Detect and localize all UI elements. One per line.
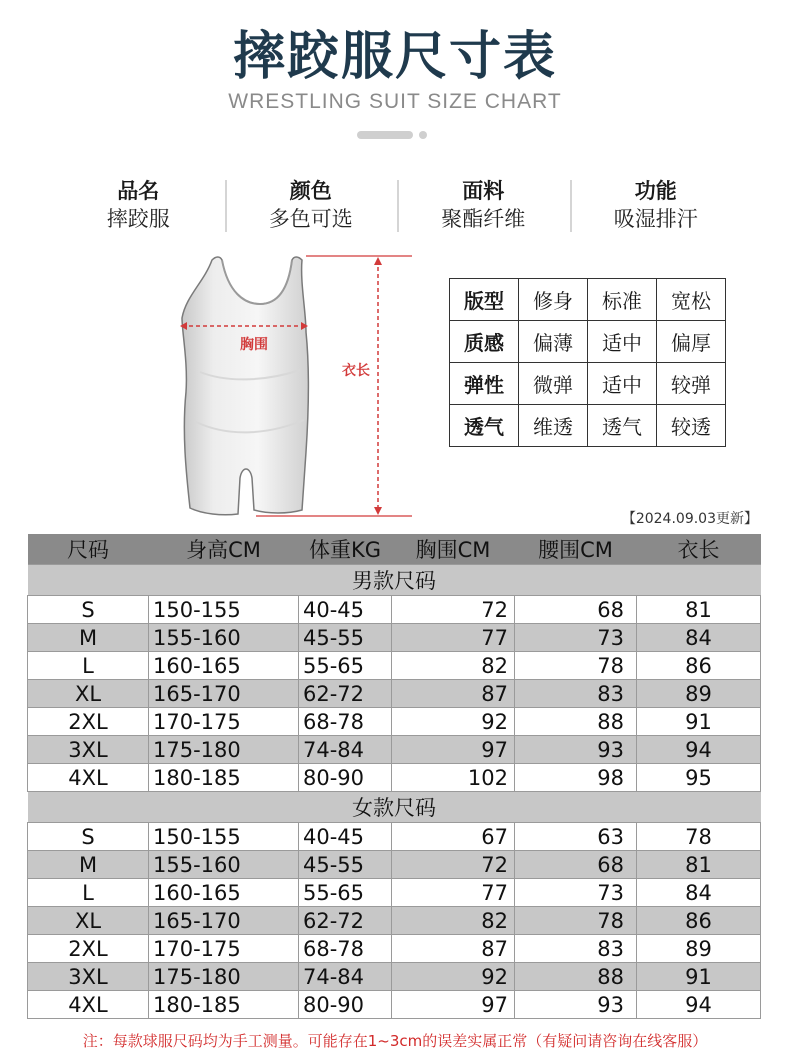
table-cell: 84: [637, 879, 761, 907]
feature-row: [450, 279, 726, 321]
table-cell: 81: [637, 851, 761, 879]
table-row: [28, 851, 761, 879]
table-cell: 55-65: [299, 879, 392, 907]
table-cell: 93: [515, 991, 637, 1019]
table-cell: 81: [637, 596, 761, 624]
section-row-men: [28, 565, 761, 596]
table-cell: 175-180: [149, 736, 299, 764]
column-header: 体重KG: [299, 534, 392, 565]
table-row: [28, 907, 761, 935]
table-cell: 68-78: [299, 935, 392, 963]
chest-label: 胸围: [240, 337, 268, 353]
arrow-up-icon: [374, 257, 382, 265]
table-row: [28, 680, 761, 708]
table-cell: 68: [515, 596, 637, 624]
column-header: 胸围CM: [392, 534, 515, 565]
table-cell: 2XL: [28, 935, 149, 963]
spec-label: 功能: [634, 179, 677, 203]
size-table-body: [28, 565, 761, 1019]
indicator-bar: [357, 131, 413, 139]
table-cell: 165-170: [149, 680, 299, 708]
indicator-dot: [419, 131, 427, 139]
table-cell: 83: [515, 935, 637, 963]
table-cell: M: [28, 851, 149, 879]
feature-row: [450, 405, 726, 447]
table-cell: 2XL: [28, 708, 149, 736]
table-cell: 87: [392, 680, 515, 708]
table-cell: 155-160: [149, 624, 299, 652]
table-cell: XL: [28, 907, 149, 935]
table-cell: 88: [515, 708, 637, 736]
table-cell: 40-45: [299, 596, 392, 624]
feature-name: 版型: [450, 279, 519, 321]
table-cell: 3XL: [28, 963, 149, 991]
table-cell: S: [28, 823, 149, 851]
table-row: [28, 823, 761, 851]
table-cell: 84: [637, 624, 761, 652]
table-cell: 78: [515, 907, 637, 935]
table-cell: 78: [637, 823, 761, 851]
size-table: [27, 534, 761, 1019]
table-cell: 73: [515, 624, 637, 652]
column-header: 身高CM: [149, 534, 299, 565]
feature-option: 偏厚: [657, 321, 726, 363]
feature-option: 修身: [519, 279, 588, 321]
table-cell: 72: [392, 851, 515, 879]
length-label: 衣长: [342, 363, 370, 379]
section-title: 男款尺码: [28, 565, 761, 596]
section-row-women: [28, 792, 761, 823]
table-cell: 94: [637, 991, 761, 1019]
feature-row: [450, 363, 726, 405]
table-cell: 83: [515, 680, 637, 708]
page-subtitle: WRESTLING SUIT SIZE CHART: [228, 90, 562, 113]
table-cell: 95: [637, 764, 761, 792]
table-cell: 97: [392, 736, 515, 764]
page-title: 摔跤服尺寸表: [232, 27, 557, 87]
table-cell: 63: [515, 823, 637, 851]
table-cell: 102: [392, 764, 515, 792]
spec-function: [570, 178, 743, 236]
table-cell: 3XL: [28, 736, 149, 764]
wrestling-suit-illustration: [160, 252, 430, 522]
table-row: [28, 991, 761, 1019]
table-row: [28, 764, 761, 792]
table-cell: L: [28, 879, 149, 907]
table-cell: 92: [392, 708, 515, 736]
feature-option: 维透: [519, 405, 588, 447]
table-cell: 160-165: [149, 652, 299, 680]
table-cell: 175-180: [149, 963, 299, 991]
feature-name: 弹性: [450, 363, 519, 405]
spec-label: 颜色: [289, 179, 332, 203]
table-row: [28, 935, 761, 963]
table-cell: 165-170: [149, 907, 299, 935]
table-cell: 74-84: [299, 736, 392, 764]
fit-features-table: [449, 278, 726, 447]
table-cell: 80-90: [299, 764, 392, 792]
table-cell: 155-160: [149, 851, 299, 879]
table-cell: 80-90: [299, 991, 392, 1019]
table-cell: S: [28, 596, 149, 624]
spec-color: [225, 178, 398, 236]
table-cell: L: [28, 652, 149, 680]
table-cell: 94: [637, 736, 761, 764]
table-cell: 72: [392, 596, 515, 624]
table-row: [28, 879, 761, 907]
table-row: [28, 708, 761, 736]
table-cell: 150-155: [149, 596, 299, 624]
table-cell: 91: [637, 963, 761, 991]
column-header: 衣长: [637, 534, 761, 565]
table-row: [28, 652, 761, 680]
table-cell: 92: [392, 963, 515, 991]
measurement-note: 注：每款球服尺码均为手工测量。可能存在1~3cm的误差实属正常（有疑问请咨询在线客服）: [82, 1032, 708, 1050]
table-row: [28, 736, 761, 764]
table-cell: 97: [392, 991, 515, 1019]
spec-label: 面料: [462, 179, 505, 203]
spec-fabric: [397, 178, 570, 236]
spec-value: 多色可选: [268, 207, 353, 231]
table-cell: M: [28, 624, 149, 652]
table-cell: 67: [392, 823, 515, 851]
suit-body: [182, 257, 308, 515]
table-cell: 98: [515, 764, 637, 792]
table-cell: 93: [515, 736, 637, 764]
table-cell: 78: [515, 652, 637, 680]
table-cell: 55-65: [299, 652, 392, 680]
table-cell: 87: [392, 935, 515, 963]
table-cell: 170-175: [149, 935, 299, 963]
table-cell: 62-72: [299, 680, 392, 708]
table-cell: 88: [515, 963, 637, 991]
section-title: 女款尺码: [28, 792, 761, 823]
table-cell: 82: [392, 907, 515, 935]
table-cell: 45-55: [299, 624, 392, 652]
table-cell: 180-185: [149, 764, 299, 792]
table-cell: 68: [515, 851, 637, 879]
feature-option: 透气: [588, 405, 657, 447]
table-cell: 74-84: [299, 963, 392, 991]
table-row: [28, 624, 761, 652]
product-specs: [52, 178, 742, 236]
spec-value: 吸湿排汗: [613, 207, 698, 231]
table-cell: 86: [637, 907, 761, 935]
feature-name: 质感: [450, 321, 519, 363]
carousel-indicator: [357, 131, 427, 139]
table-cell: 89: [637, 935, 761, 963]
updated-date: 【2024.09.03更新】: [621, 511, 758, 527]
feature-row: [450, 321, 726, 363]
table-row: [28, 596, 761, 624]
table-cell: 170-175: [149, 708, 299, 736]
table-cell: 77: [392, 624, 515, 652]
table-cell: 77: [392, 879, 515, 907]
table-cell: 4XL: [28, 991, 149, 1019]
arrow-down-icon: [374, 507, 382, 515]
feature-name: 透气: [450, 405, 519, 447]
spec-value: 摔跤服: [106, 207, 170, 231]
table-cell: 62-72: [299, 907, 392, 935]
spec-value: 聚酯纤维: [441, 207, 526, 231]
feature-option: 适中: [588, 321, 657, 363]
table-cell: 82: [392, 652, 515, 680]
feature-option: 宽松: [657, 279, 726, 321]
table-cell: 40-45: [299, 823, 392, 851]
spec-label: 品名: [117, 179, 160, 203]
column-header: 尺码: [28, 534, 149, 565]
table-cell: 73: [515, 879, 637, 907]
table-cell: 68-78: [299, 708, 392, 736]
table-cell: 45-55: [299, 851, 392, 879]
column-header: 腰围CM: [515, 534, 637, 565]
feature-option: 标准: [588, 279, 657, 321]
table-cell: 89: [637, 680, 761, 708]
size-table-header: [28, 534, 761, 565]
feature-option: 较透: [657, 405, 726, 447]
table-cell: 4XL: [28, 764, 149, 792]
feature-option: 较弹: [657, 363, 726, 405]
feature-option: 偏薄: [519, 321, 588, 363]
table-cell: 180-185: [149, 991, 299, 1019]
spec-name: [52, 178, 225, 236]
table-cell: 150-155: [149, 823, 299, 851]
table-cell: 86: [637, 652, 761, 680]
table-cell: XL: [28, 680, 149, 708]
table-row: [28, 963, 761, 991]
table-cell: 160-165: [149, 879, 299, 907]
feature-option: 微弹: [519, 363, 588, 405]
feature-option: 适中: [588, 363, 657, 405]
table-cell: 91: [637, 708, 761, 736]
